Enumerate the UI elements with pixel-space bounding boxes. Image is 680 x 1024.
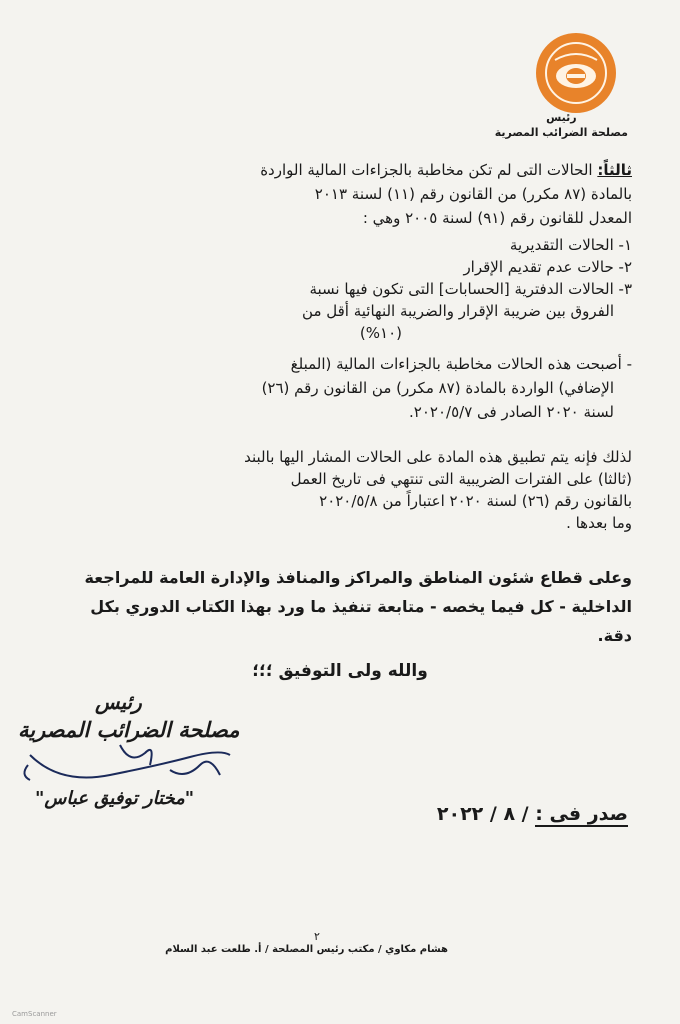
list-item: ١- الحالات التقديرية: [509, 236, 632, 254]
list-item: (١٠%): [359, 324, 402, 342]
section-three: [60, 158, 632, 230]
list-item: الفروق بين ضريبة الإقرار والضريبة النهائية أقل من: [302, 302, 614, 320]
header-title: [495, 110, 628, 140]
closing-phrase: والله ولى التوفيق ؛؛؛: [252, 661, 428, 681]
scanner-watermark: CamScanner: [12, 1010, 57, 1018]
paragraph-line: لذلك فإنه يتم تطبيق هذه المادة على الحالات المشار اليها بالبند: [244, 448, 632, 466]
page-number: ٢: [314, 930, 320, 943]
paragraph-two: [60, 446, 632, 534]
paragraph-line: الداخلية - كل فيما يخصه - متابعة تنفيذ ما ورد بهذا الكتاب الدوري بكل: [90, 597, 632, 616]
paragraph-line: (ثالثا) على الفترات الضريبية التى تنتهي فى تاريخ العمل: [290, 470, 632, 488]
handwritten-signature: [20, 735, 250, 795]
paragraph-line: وما بعدها .: [566, 514, 632, 532]
issue-date-label: صدر فى :: [535, 803, 628, 825]
signature-organization: مصلحة الضرائب المصرية: [18, 718, 240, 742]
signature-title: رئيس: [95, 690, 142, 714]
section-three-lead: ثالثاً:: [597, 161, 632, 179]
header-title-line2: مصلحة الضرائب المصرية: [494, 126, 628, 139]
paragraph-line: دقة.: [597, 626, 632, 645]
cases-list: [60, 234, 632, 344]
issue-date: [437, 803, 628, 825]
bullet-paragraph: [60, 352, 632, 424]
list-item: ٣- الحالات الدفترية [الحسابات] التى تكون فيها نسبة: [309, 280, 632, 298]
header-title-line1: رئيس: [546, 111, 577, 124]
bullet-line: - أصبحت هذه الحالات مخاطبة بالجزاءات المالية (المبلغ: [290, 355, 632, 373]
paragraph-three: [40, 563, 632, 650]
paragraph-line: بالقانون رقم (٢٦) لسنة ٢٠٢٠ اعتباراً من ٢٠٢٠/٥/٨: [319, 492, 632, 510]
bullet-line: الإضافي) الواردة بالمادة (٨٧ مكرر) من القانون رقم (٢٦): [261, 379, 614, 397]
paragraph-line: وعلى قطاع شئون المناطق والمراكز والمنافذ والإدارة العامة للمراجعة: [84, 568, 632, 587]
section-three-line1: الحالات التى لم تكن مخاطبة بالجزاءات المالية الواردة: [260, 161, 593, 179]
section-three-line3: المعدل للقانون رقم (٩١) لسنة ٢٠٠٥ وهي :: [362, 209, 632, 227]
issue-date-value: / ٨ / ٢٠٢٢: [436, 803, 529, 825]
list-item: ٢- حالات عدم تقديم الإقرار: [463, 258, 632, 276]
tax-authority-seal-icon: [533, 30, 619, 116]
footer-note: هشام مكاوي / مكتب رئيس المصلحة / أ. طلعت عبد السلام: [165, 944, 448, 955]
signatory-name: "مختار توفيق عباس": [35, 788, 195, 809]
section-three-line2: بالمادة (٨٧ مكرر) من القانون رقم (١١) لسنة ٢٠١٣: [314, 185, 632, 203]
bullet-line: لسنة ٢٠٢٠ الصادر فى ٢٠٢٠/٥/٧.: [409, 403, 614, 421]
